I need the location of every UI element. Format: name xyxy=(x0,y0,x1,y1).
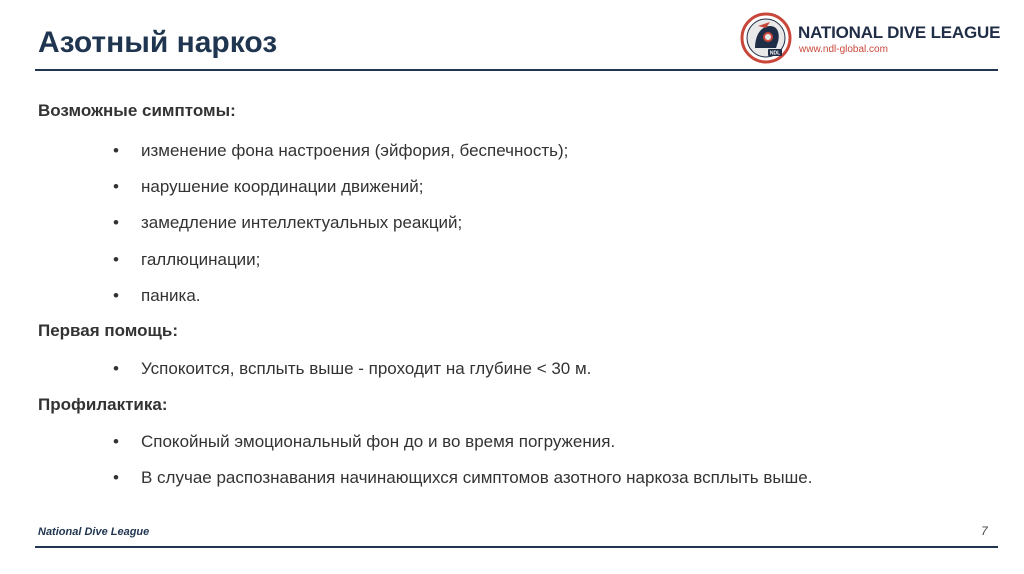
list-item: нарушение координации движений; xyxy=(141,177,424,196)
list-item: Успокоится, всплыть выше - проходит на глубине < 30 м. xyxy=(141,359,592,378)
brand-logo xyxy=(740,12,1005,68)
bullet-marker: • xyxy=(113,359,119,378)
bullet-marker: • xyxy=(113,213,119,232)
list-item: изменение фона настроения (эйфория, беспечность); xyxy=(141,141,569,160)
ndl-emblem-icon xyxy=(740,12,792,64)
page-title: Азотный наркоз xyxy=(38,26,278,59)
bullet-marker: • xyxy=(113,141,119,160)
footer-organization: National Dive League xyxy=(38,526,150,538)
section-heading-first-aid: Первая помощь: xyxy=(38,321,179,340)
logo-url: www.ndl-global.com xyxy=(799,44,888,55)
list-item: замедление интеллектуальных реакций; xyxy=(141,213,463,232)
header-divider xyxy=(35,69,998,71)
bullet-marker: • xyxy=(113,177,119,196)
bullet-marker: • xyxy=(113,286,119,305)
section-heading-prevention: Профилактика: xyxy=(38,395,168,414)
emblem-text: NDL xyxy=(769,50,781,57)
section-heading-symptoms: Возможные симптомы: xyxy=(38,101,236,120)
footer-divider xyxy=(35,546,998,548)
list-item: Спокойный эмоциональный фон до и во время погружения. xyxy=(141,432,616,451)
bullet-marker: • xyxy=(113,432,119,451)
bullet-marker: • xyxy=(113,250,119,269)
page-number: 7 xyxy=(981,524,988,538)
list-item: паника. xyxy=(141,286,201,305)
list-item: В случае распознавания начинающихся симптомов азотного наркоза всплыть выше. xyxy=(141,468,813,487)
bullet-marker: • xyxy=(113,468,119,487)
list-item: галлюцинации; xyxy=(141,250,261,269)
logo-name: NATIONAL DIVE LEAGUE xyxy=(798,23,1001,42)
